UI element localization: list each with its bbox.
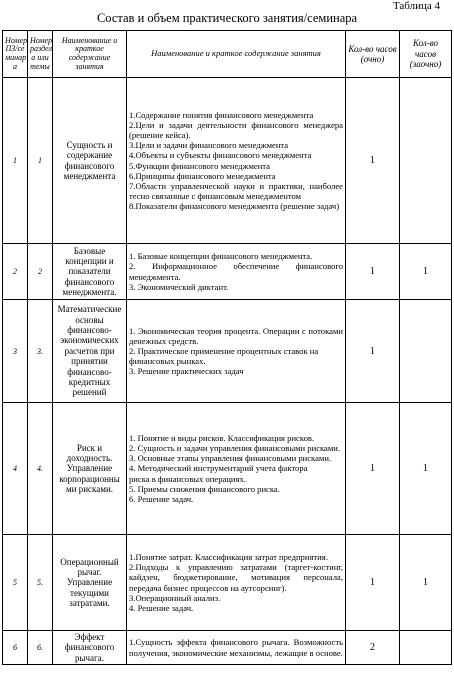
hours-full: 1: [346, 244, 400, 300]
content-item: 5.Функции финансового менеджмента: [129, 160, 270, 171]
pz-number: 6: [3, 631, 28, 665]
header-hours-full: Кол-во часов (очно): [346, 31, 400, 78]
lesson-name: Базовые концепции и показатели финансового менеджмента.: [53, 244, 127, 300]
pz-number: 4: [3, 403, 28, 535]
lesson-content: [127, 535, 346, 631]
lesson-name: Риск и доходность. Управление корпорационны ми рисками.: [53, 403, 127, 535]
table-caption: Состав и объем практического занятия/семинара: [96, 11, 358, 25]
content-item: 1.Понятие затрат. Классификация затрат предприятия.: [129, 552, 328, 563]
header-section-number: Номер раздел а или темы: [28, 31, 53, 78]
pz-number: 5: [3, 535, 28, 631]
hours-part: 1: [400, 244, 452, 300]
hours-full: 1: [346, 78, 400, 244]
content-item: 4.Объекты и субъекты финансового менеджмента: [129, 150, 312, 161]
hours-part: [400, 631, 452, 665]
table-row: [3, 78, 452, 244]
lesson-content: [127, 403, 346, 535]
header-row: [3, 31, 452, 78]
content-item: 6.Принципы финансового менеджмента: [129, 170, 276, 181]
header-content: Наименование и краткое содержание занятия: [127, 31, 346, 78]
hours-part: 1: [400, 535, 452, 631]
hours-part: 1: [400, 403, 452, 535]
content-item: финансовых рынках.: [129, 356, 206, 367]
content-item: 1.Содержание понятия финансового менеджмента: [129, 110, 314, 121]
table-row: [3, 244, 452, 300]
section-number: 4.: [28, 403, 53, 535]
content-item: 2. Информационное обеспечение финансового менеджмента.: [129, 261, 343, 282]
seminar-table: [2, 30, 452, 665]
hours-part: [400, 300, 452, 403]
table-row: [3, 300, 452, 403]
content-item: 1. Экономическая теория процента. Операции с потоками денежных средств.: [129, 325, 343, 346]
table-row: [3, 403, 452, 535]
section-number: 5.: [28, 535, 53, 631]
section-number: 6.: [28, 631, 53, 665]
hours-full: 1: [346, 535, 400, 631]
content-item: 3. Решение практических задач: [129, 366, 244, 377]
content-item: 2. Сущность и задачи управления финансовыми рисками.: [129, 443, 341, 454]
lesson-name: Математические основы финансово-экономических расчетов при принятии финансово-кредитных решений: [53, 300, 127, 403]
content-item: 4. Методический инструментарий учета фактора: [129, 463, 308, 474]
hours-full: 1: [346, 403, 400, 535]
content-item: 3.Операционный анализ.: [129, 592, 221, 603]
pz-number: 3: [3, 300, 28, 403]
content-item: 1. Базовые концепции финансового менеджмента.: [129, 251, 313, 262]
lesson-content: [127, 300, 346, 403]
lesson-name: Сущность и содержание финансового менеджмента: [53, 78, 127, 244]
pz-number: 2: [3, 244, 28, 300]
content-item: 8.Показатели финансового менеджмента (решение задач): [129, 200, 340, 211]
content-item: 5. Приемы снижения финансового риска.: [129, 483, 280, 494]
header-name: Наименование и краткое содержание занятия: [53, 31, 127, 78]
lesson-name: Операционный рычаг. Управление текущими затратами.: [53, 535, 127, 631]
section-number: 1: [28, 78, 53, 244]
lesson-content: [127, 631, 346, 665]
content-item: 3. Основные этапы управления финансовыми рисками.: [129, 453, 332, 464]
content-item: 7.Области управленческой науки и практики, наиболее тесно связанные с финансовым менеджментом: [129, 180, 343, 201]
table-number: Таблица 4: [392, 0, 440, 12]
content-item: 2.Цели и задачи деятельности финансового менеджера (решение кейса).: [129, 120, 343, 141]
hours-part: [400, 78, 452, 244]
content-item: 4. Решение задач.: [129, 602, 194, 613]
lesson-content: [127, 78, 346, 244]
content-item: 3.Цели и задачи финансового менеджмента: [129, 140, 289, 151]
pz-number: 1: [3, 78, 28, 244]
content-item: 3. Экономический диктант.: [129, 281, 229, 292]
hours-full: 2: [346, 631, 400, 665]
table-row: [3, 631, 452, 665]
section-number: 2: [28, 244, 53, 300]
lesson-content: [127, 244, 346, 300]
content-item: 6. Решение задач.: [129, 493, 194, 504]
content-item: 1.Сущность эффекта финансового рычага. Возможность получения, экономические механизмы, лежащие в основе.: [129, 637, 343, 658]
table-row: [3, 535, 452, 631]
lesson-name: Эффект финансового рычага.: [53, 631, 127, 665]
content-item: риска в финансовых операциях.: [129, 473, 246, 484]
header-pz-number: Номер ПЗ/се минар а: [3, 31, 28, 78]
section-number: 3.: [28, 300, 53, 403]
content-item: 2. Практическое применение процентных ставок на: [129, 345, 319, 356]
hours-full: 1: [346, 300, 400, 403]
content-item: 2.Подходы к управлению затратами (таргет-костинг, кайдзен, бюджетирование, мотивация персонала, передача бизнес процессов на аутсорсинг).: [129, 562, 343, 593]
header-hours-part: Кол-во часов (заочно): [400, 31, 452, 78]
content-item: 1. Понятие и виды рисков. Классификация рисков.: [129, 433, 315, 444]
